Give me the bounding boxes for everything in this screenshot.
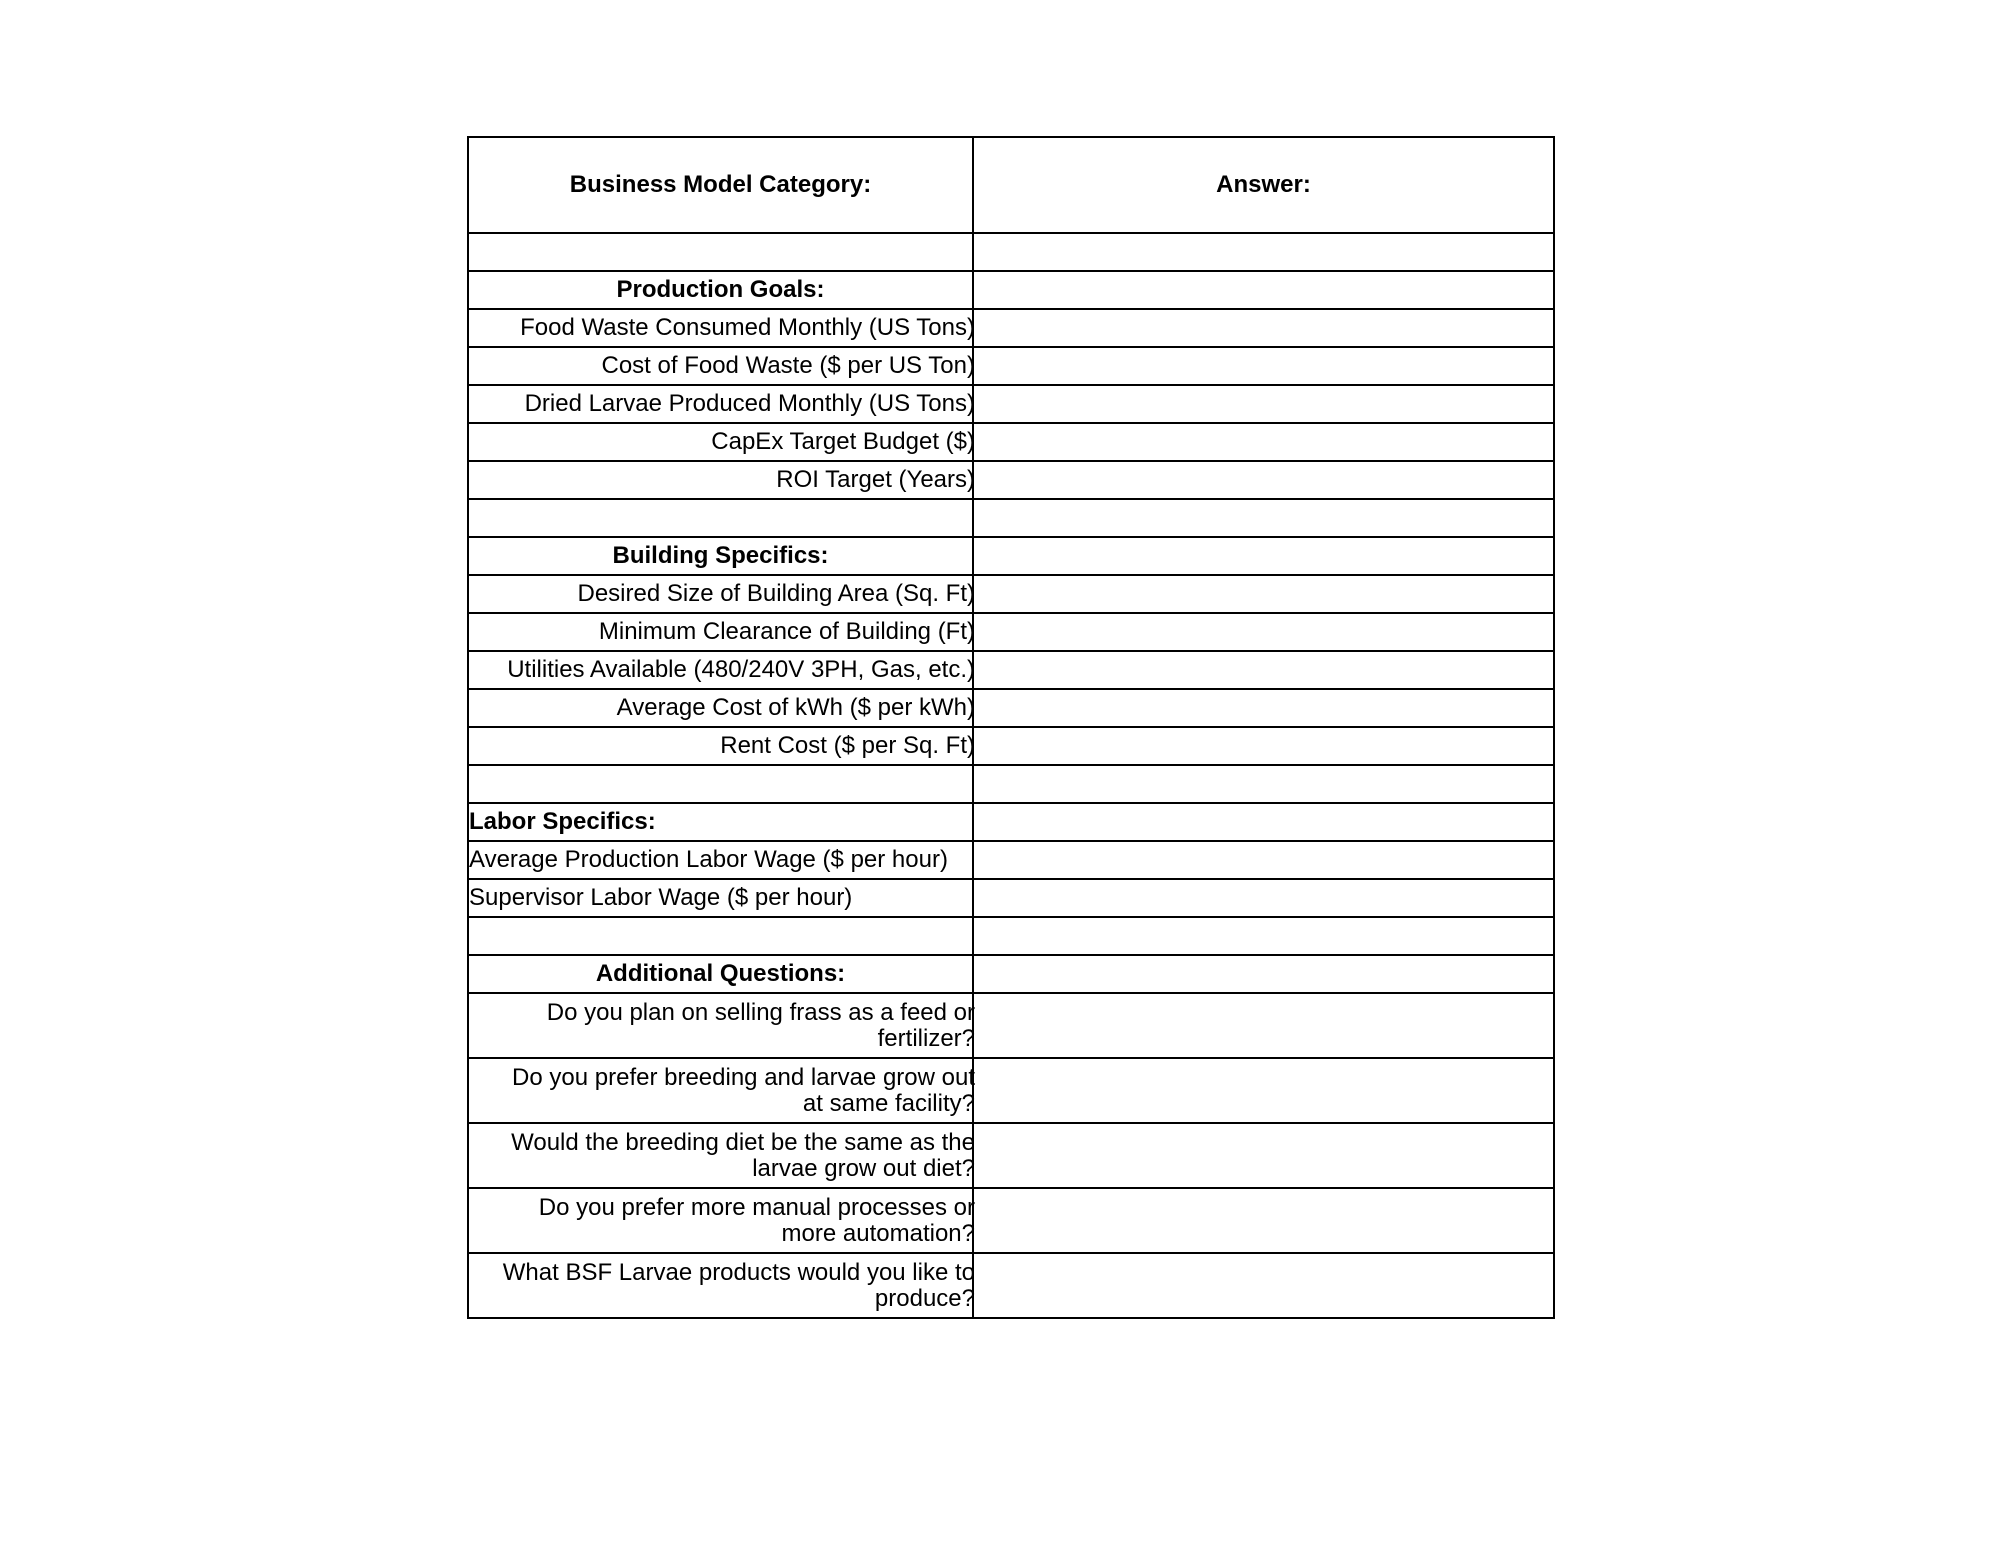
answer-cell[interactable]	[973, 1188, 1554, 1253]
question-text-line-2: produce?	[874, 1284, 975, 1312]
answer-cell[interactable]	[973, 347, 1554, 385]
question-label: Supervisor Labor Wage ($ per hour)	[468, 879, 973, 917]
question-text: Average Cost of kWh ($ per kWh)	[616, 694, 975, 721]
blank-label-cell	[468, 917, 973, 955]
question-row	[468, 423, 1554, 461]
section-row-labor	[468, 803, 1554, 841]
business-model-form	[467, 136, 1553, 1319]
question-row	[468, 309, 1554, 347]
question-row	[468, 461, 1554, 499]
section-title-building: Building Specifics:	[468, 537, 973, 575]
answer-cell[interactable]	[973, 879, 1554, 917]
section-title-additional: Additional Questions:	[468, 955, 973, 993]
question-row	[468, 1123, 1554, 1188]
blank-label-cell	[468, 499, 973, 537]
question-text: Utilities Available (480/240V 3PH, Gas, etc.)	[507, 656, 975, 683]
answer-cell[interactable]	[973, 955, 1554, 993]
answer-column-header: Answer:	[973, 137, 1554, 233]
question-text: Food Waste Consumed Monthly (US Tons)	[520, 314, 975, 341]
question-label	[468, 613, 973, 651]
section-row-building	[468, 537, 1554, 575]
question-label	[468, 461, 973, 499]
question-row	[468, 613, 1554, 651]
question-row	[468, 727, 1554, 765]
blank-label-cell	[468, 765, 973, 803]
answer-cell[interactable]	[973, 309, 1554, 347]
answer-cell[interactable]	[973, 499, 1554, 537]
header-row	[468, 137, 1554, 233]
blank-label-cell	[468, 233, 973, 271]
question-label	[468, 385, 973, 423]
question-text-line-2: at same facility?	[802, 1089, 975, 1117]
question-row	[468, 1253, 1554, 1318]
answer-cell[interactable]	[973, 1123, 1554, 1188]
question-label	[468, 347, 973, 385]
answer-cell[interactable]	[973, 233, 1554, 271]
business-model-table	[467, 136, 1555, 1319]
question-text: Dried Larvae Produced Monthly (US Tons)	[524, 390, 975, 417]
question-text-line-1: Do you prefer breeding and larvae grow out	[512, 1063, 975, 1091]
question-label	[468, 1253, 973, 1318]
answer-cell[interactable]	[973, 841, 1554, 879]
question-text-line-1: Do you plan on selling frass as a feed or	[546, 998, 975, 1026]
question-text: Cost of Food Waste ($ per US Ton)	[601, 352, 975, 379]
section-title-labor: Labor Specifics:	[468, 803, 973, 841]
question-label	[468, 689, 973, 727]
question-row	[468, 1188, 1554, 1253]
question-label	[468, 423, 973, 461]
answer-cell[interactable]	[973, 689, 1554, 727]
answer-cell[interactable]	[973, 461, 1554, 499]
question-row	[468, 841, 1554, 879]
question-row	[468, 689, 1554, 727]
question-text-line-2: fertilizer?	[877, 1024, 975, 1052]
answer-cell[interactable]	[973, 727, 1554, 765]
answer-cell[interactable]	[973, 537, 1554, 575]
answer-cell[interactable]	[973, 423, 1554, 461]
answer-cell[interactable]	[973, 917, 1554, 955]
answer-cell[interactable]	[973, 385, 1554, 423]
answer-cell[interactable]	[973, 651, 1554, 689]
question-row	[468, 993, 1554, 1058]
spacer-row	[468, 499, 1554, 537]
question-label	[468, 1188, 973, 1253]
question-row	[468, 1058, 1554, 1123]
question-text-line-1: What BSF Larvae products would you like to	[502, 1258, 975, 1286]
question-text: CapEx Target Budget ($)	[711, 428, 975, 455]
question-row	[468, 651, 1554, 689]
question-label	[468, 727, 973, 765]
question-label	[468, 309, 973, 347]
question-text-line-1: Would the breeding diet be the same as the	[511, 1128, 975, 1156]
question-row	[468, 347, 1554, 385]
question-label	[468, 993, 973, 1058]
answer-cell[interactable]	[973, 1253, 1554, 1318]
question-text-line-2: more automation?	[781, 1219, 975, 1247]
question-text: Rent Cost ($ per Sq. Ft)	[720, 732, 975, 759]
question-text-line-2: larvae grow out diet?	[752, 1154, 975, 1182]
spacer-row	[468, 233, 1554, 271]
question-label	[468, 1123, 973, 1188]
category-column-header: Business Model Category:	[468, 137, 973, 233]
answer-cell[interactable]	[973, 765, 1554, 803]
answer-cell[interactable]	[973, 613, 1554, 651]
question-row	[468, 575, 1554, 613]
question-text: Desired Size of Building Area (Sq. Ft)	[577, 580, 975, 607]
question-text: Minimum Clearance of Building (Ft)	[598, 618, 975, 645]
answer-cell[interactable]	[973, 1058, 1554, 1123]
answer-cell[interactable]	[973, 993, 1554, 1058]
section-row-additional	[468, 955, 1554, 993]
answer-cell[interactable]	[973, 575, 1554, 613]
question-row	[468, 879, 1554, 917]
section-row-production	[468, 271, 1554, 309]
question-label: Average Production Labor Wage ($ per hour)	[468, 841, 973, 879]
question-label	[468, 651, 973, 689]
spacer-row	[468, 917, 1554, 955]
question-text: ROI Target (Years)	[776, 466, 975, 493]
spacer-row	[468, 765, 1554, 803]
answer-cell[interactable]	[973, 271, 1554, 309]
section-title-production: Production Goals:	[468, 271, 973, 309]
question-text-line-1: Do you prefer more manual processes or	[538, 1193, 975, 1221]
question-row	[468, 385, 1554, 423]
question-label	[468, 575, 973, 613]
question-label	[468, 1058, 973, 1123]
answer-cell[interactable]	[973, 803, 1554, 841]
